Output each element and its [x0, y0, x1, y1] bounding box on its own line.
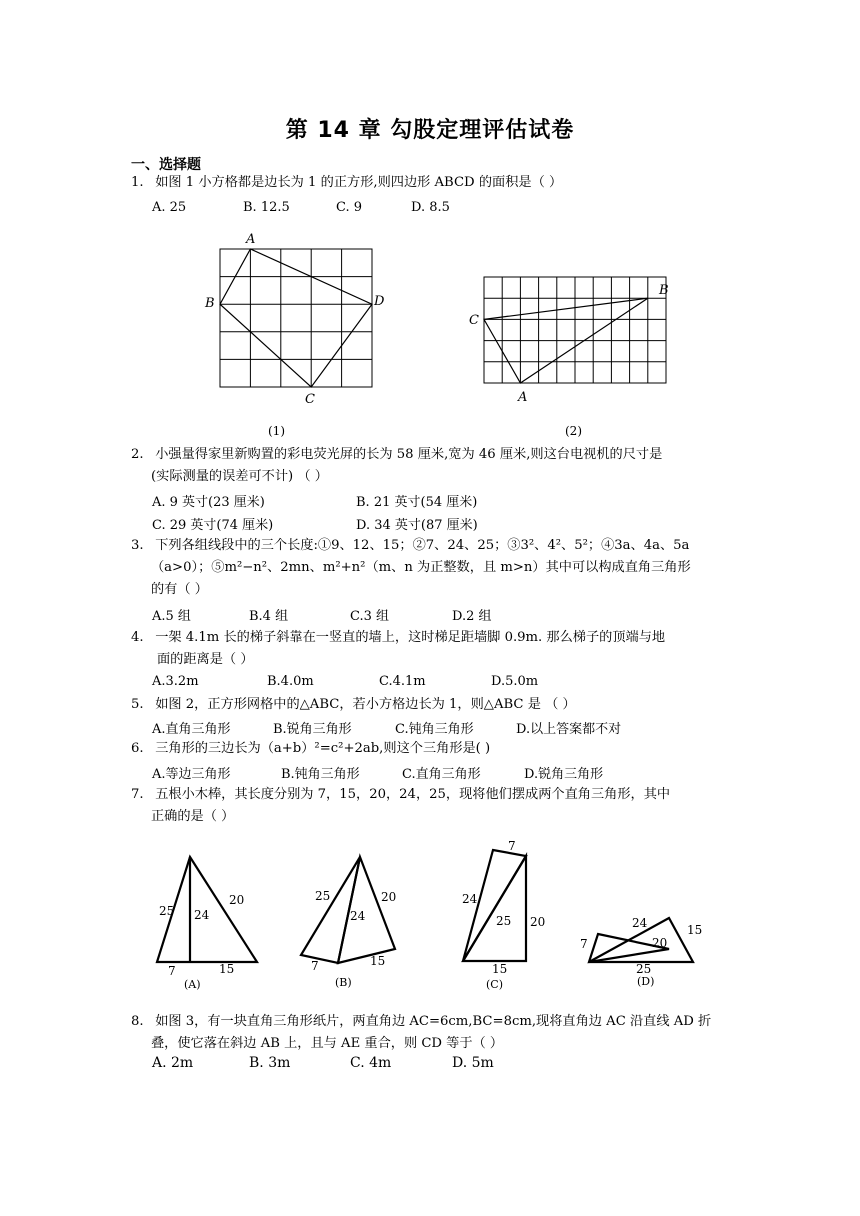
question-4 — [131, 627, 665, 649]
fig7-b-label-25: 25 — [315, 889, 331, 903]
fig7-b-triangles — [301, 857, 395, 963]
q3-option-d: D.2 组 — [452, 609, 492, 624]
q1-option-c: C. 9 — [336, 200, 363, 215]
q1-option-a: A. 25 — [152, 200, 187, 215]
question-text-line2: 正确的是（ ） — [151, 809, 235, 824]
q3-option-c: C.3 组 — [350, 609, 390, 624]
question-number: 3. — [131, 538, 144, 553]
q6-option-c: C.直角三角形 — [402, 767, 481, 782]
fig7-a-label-25: 25 — [159, 904, 175, 918]
fig7-d-caption: (D) — [637, 975, 655, 988]
fig7-a-label-7: 7 — [168, 964, 176, 978]
fig1-caption: (1) — [268, 424, 285, 438]
fig2-caption: (2) — [565, 424, 582, 438]
q5-option-c: C.钝角三角形 — [395, 722, 474, 737]
q8-option-a: A. 2m — [152, 1055, 194, 1071]
q4-option-b: B.4.0m — [267, 674, 314, 689]
q3-option-a: A.5 组 — [152, 609, 191, 624]
q2-option-c: C. 29 英寸(74 厘米) — [152, 518, 274, 533]
fig7-c-label-20: 20 — [530, 915, 546, 929]
q4-option-a: A.3.2m — [152, 674, 199, 689]
question-1 — [131, 172, 562, 194]
question-text-line1: 如图 3，有一块直角三角形纸片，两直角边 AC=6cm,BC=8cm,现将直角边 AC 沿直线 AD 折 — [155, 1014, 712, 1029]
fig7-b-label-20: 20 — [381, 890, 397, 904]
q3-option-b: B.4 组 — [249, 609, 289, 624]
question-5 — [131, 694, 576, 716]
q1-option-d: D. 8.5 — [411, 200, 450, 215]
fig7-d-label-15: 15 — [687, 923, 703, 937]
q8-option-b: B. 3m — [249, 1055, 291, 1071]
question-2 — [131, 444, 662, 466]
question-text-line2: (实际测量的误差可不计) （ ） — [151, 469, 328, 484]
question-number: 6. — [131, 741, 144, 756]
fig7-d-label-25: 25 — [636, 962, 652, 976]
fig7-a-label-24: 24 — [194, 908, 210, 922]
question-text: 如图 2，正方形网格中的△ABC，若小方格边长为 1，则△ABC 是 （ ） — [155, 697, 576, 712]
question-number: 1. — [131, 175, 144, 190]
question-8 — [131, 1011, 711, 1033]
question-7 — [131, 784, 670, 806]
question-text: 三角形的三边长为（a+b）²=c²+2ab,则这个三角形是( ) — [155, 741, 491, 756]
fig2-label-a: A — [518, 390, 528, 405]
q5-option-d: D.以上答案都不对 — [516, 722, 622, 737]
question-text-line1: 小强量得家里新购置的彩电荧光屏的长为 58 厘米,宽为 46 厘米,则这台电视机的尺寸是 — [155, 447, 663, 462]
q5-option-b: B.锐角三角形 — [273, 722, 352, 737]
fig7-b-label-24: 24 — [350, 909, 366, 923]
fig7-c-caption: (C) — [486, 978, 503, 991]
section-heading: 一、选择题 — [131, 157, 201, 173]
fig7-a-label-15: 15 — [219, 962, 235, 976]
fig7-a-label-20: 20 — [229, 893, 245, 907]
fig7-b-label-15: 15 — [370, 954, 386, 968]
q6-option-a: A.等边三角形 — [152, 767, 231, 782]
figures-1-2 — [0, 225, 860, 445]
question-number: 8. — [131, 1014, 144, 1029]
fig7-a-caption: (A) — [184, 978, 201, 991]
fig2-label-c: C — [469, 313, 479, 328]
q8-option-c: C. 4m — [350, 1055, 392, 1071]
fig7-d-label-20: 20 — [652, 936, 668, 950]
fig7-c-label-24: 24 — [462, 892, 478, 906]
fig7-b-caption: (B) — [335, 976, 352, 989]
question-number: 5. — [131, 697, 144, 712]
question-number: 4. — [131, 630, 144, 645]
question-text-line2: （a>0）；⑤m²−n²、2mn、m²+n²（m、n 为正整数，且 m>n）其中可以构成直角三角形 — [151, 560, 691, 575]
q5-option-a: A.直角三角形 — [152, 722, 231, 737]
q6-option-d: D.锐角三角形 — [524, 767, 604, 782]
page-title: 第 14 章 勾股定理评估试卷 — [285, 118, 575, 143]
fig1-label-c: C — [305, 392, 315, 407]
fig7-c-label-25: 25 — [496, 914, 512, 928]
question-text-line2: 面的距离是（ ） — [157, 652, 254, 667]
question-text: 如图 1 小方格都是边长为 1 的正方形,则四边形 ABCD 的面积是（ ） — [155, 175, 563, 190]
fig7-d-label-24: 24 — [632, 916, 648, 930]
fig2-label-b: B — [659, 283, 669, 298]
fig7-c-label-7: 7 — [508, 839, 516, 853]
fig7-c-label-15: 15 — [492, 962, 508, 976]
q2-option-a: A. 9 英寸(23 厘米) — [152, 495, 265, 510]
question-6 — [131, 738, 490, 760]
q1-option-b: B. 12.5 — [243, 200, 290, 215]
question-text-line1: 五根小木棒，其长度分别为 7，15，20，24，25，现将他们摆成两个直角三角形，其中 — [155, 787, 671, 802]
question-number: 7. — [131, 787, 144, 802]
fig1-label-a: A — [246, 232, 256, 247]
fig7-b-label-7: 7 — [311, 959, 319, 973]
q4-option-c: C.4.1m — [379, 674, 426, 689]
fig1-label-d: D — [374, 294, 385, 309]
q8-option-d: D. 5m — [452, 1055, 494, 1071]
question-text-line2: 叠，使它落在斜边 AB 上，且与 AE 重合，则 CD 等于（ ） — [151, 1036, 504, 1051]
fig1-label-b: B — [205, 296, 215, 311]
q6-option-b: B.钝角三角形 — [281, 767, 360, 782]
question-text-line1: 一架 4.1m 长的梯子斜靠在一竖直的墙上，这时梯足距墙脚 0.9m. 那么梯子的顶端与地 — [155, 630, 666, 645]
q2-option-d: D. 34 英寸(87 厘米) — [356, 518, 478, 533]
question-3 — [131, 535, 689, 557]
question-number: 2. — [131, 447, 144, 462]
question-text-line1: 下列各组线段中的三个长度:①9、12、15；②7、24、25；③3²、4²、5²；④3a、4a、5a — [155, 538, 690, 553]
fig7-d-label-7: 7 — [580, 937, 588, 951]
question-text-line3: 的有（ ） — [151, 582, 208, 597]
q2-option-b: B. 21 英寸(54 厘米) — [356, 495, 478, 510]
q4-option-d: D.5.0m — [491, 674, 539, 689]
figure-7-options — [0, 832, 860, 1002]
quadrilateral-abcd — [220, 249, 372, 387]
